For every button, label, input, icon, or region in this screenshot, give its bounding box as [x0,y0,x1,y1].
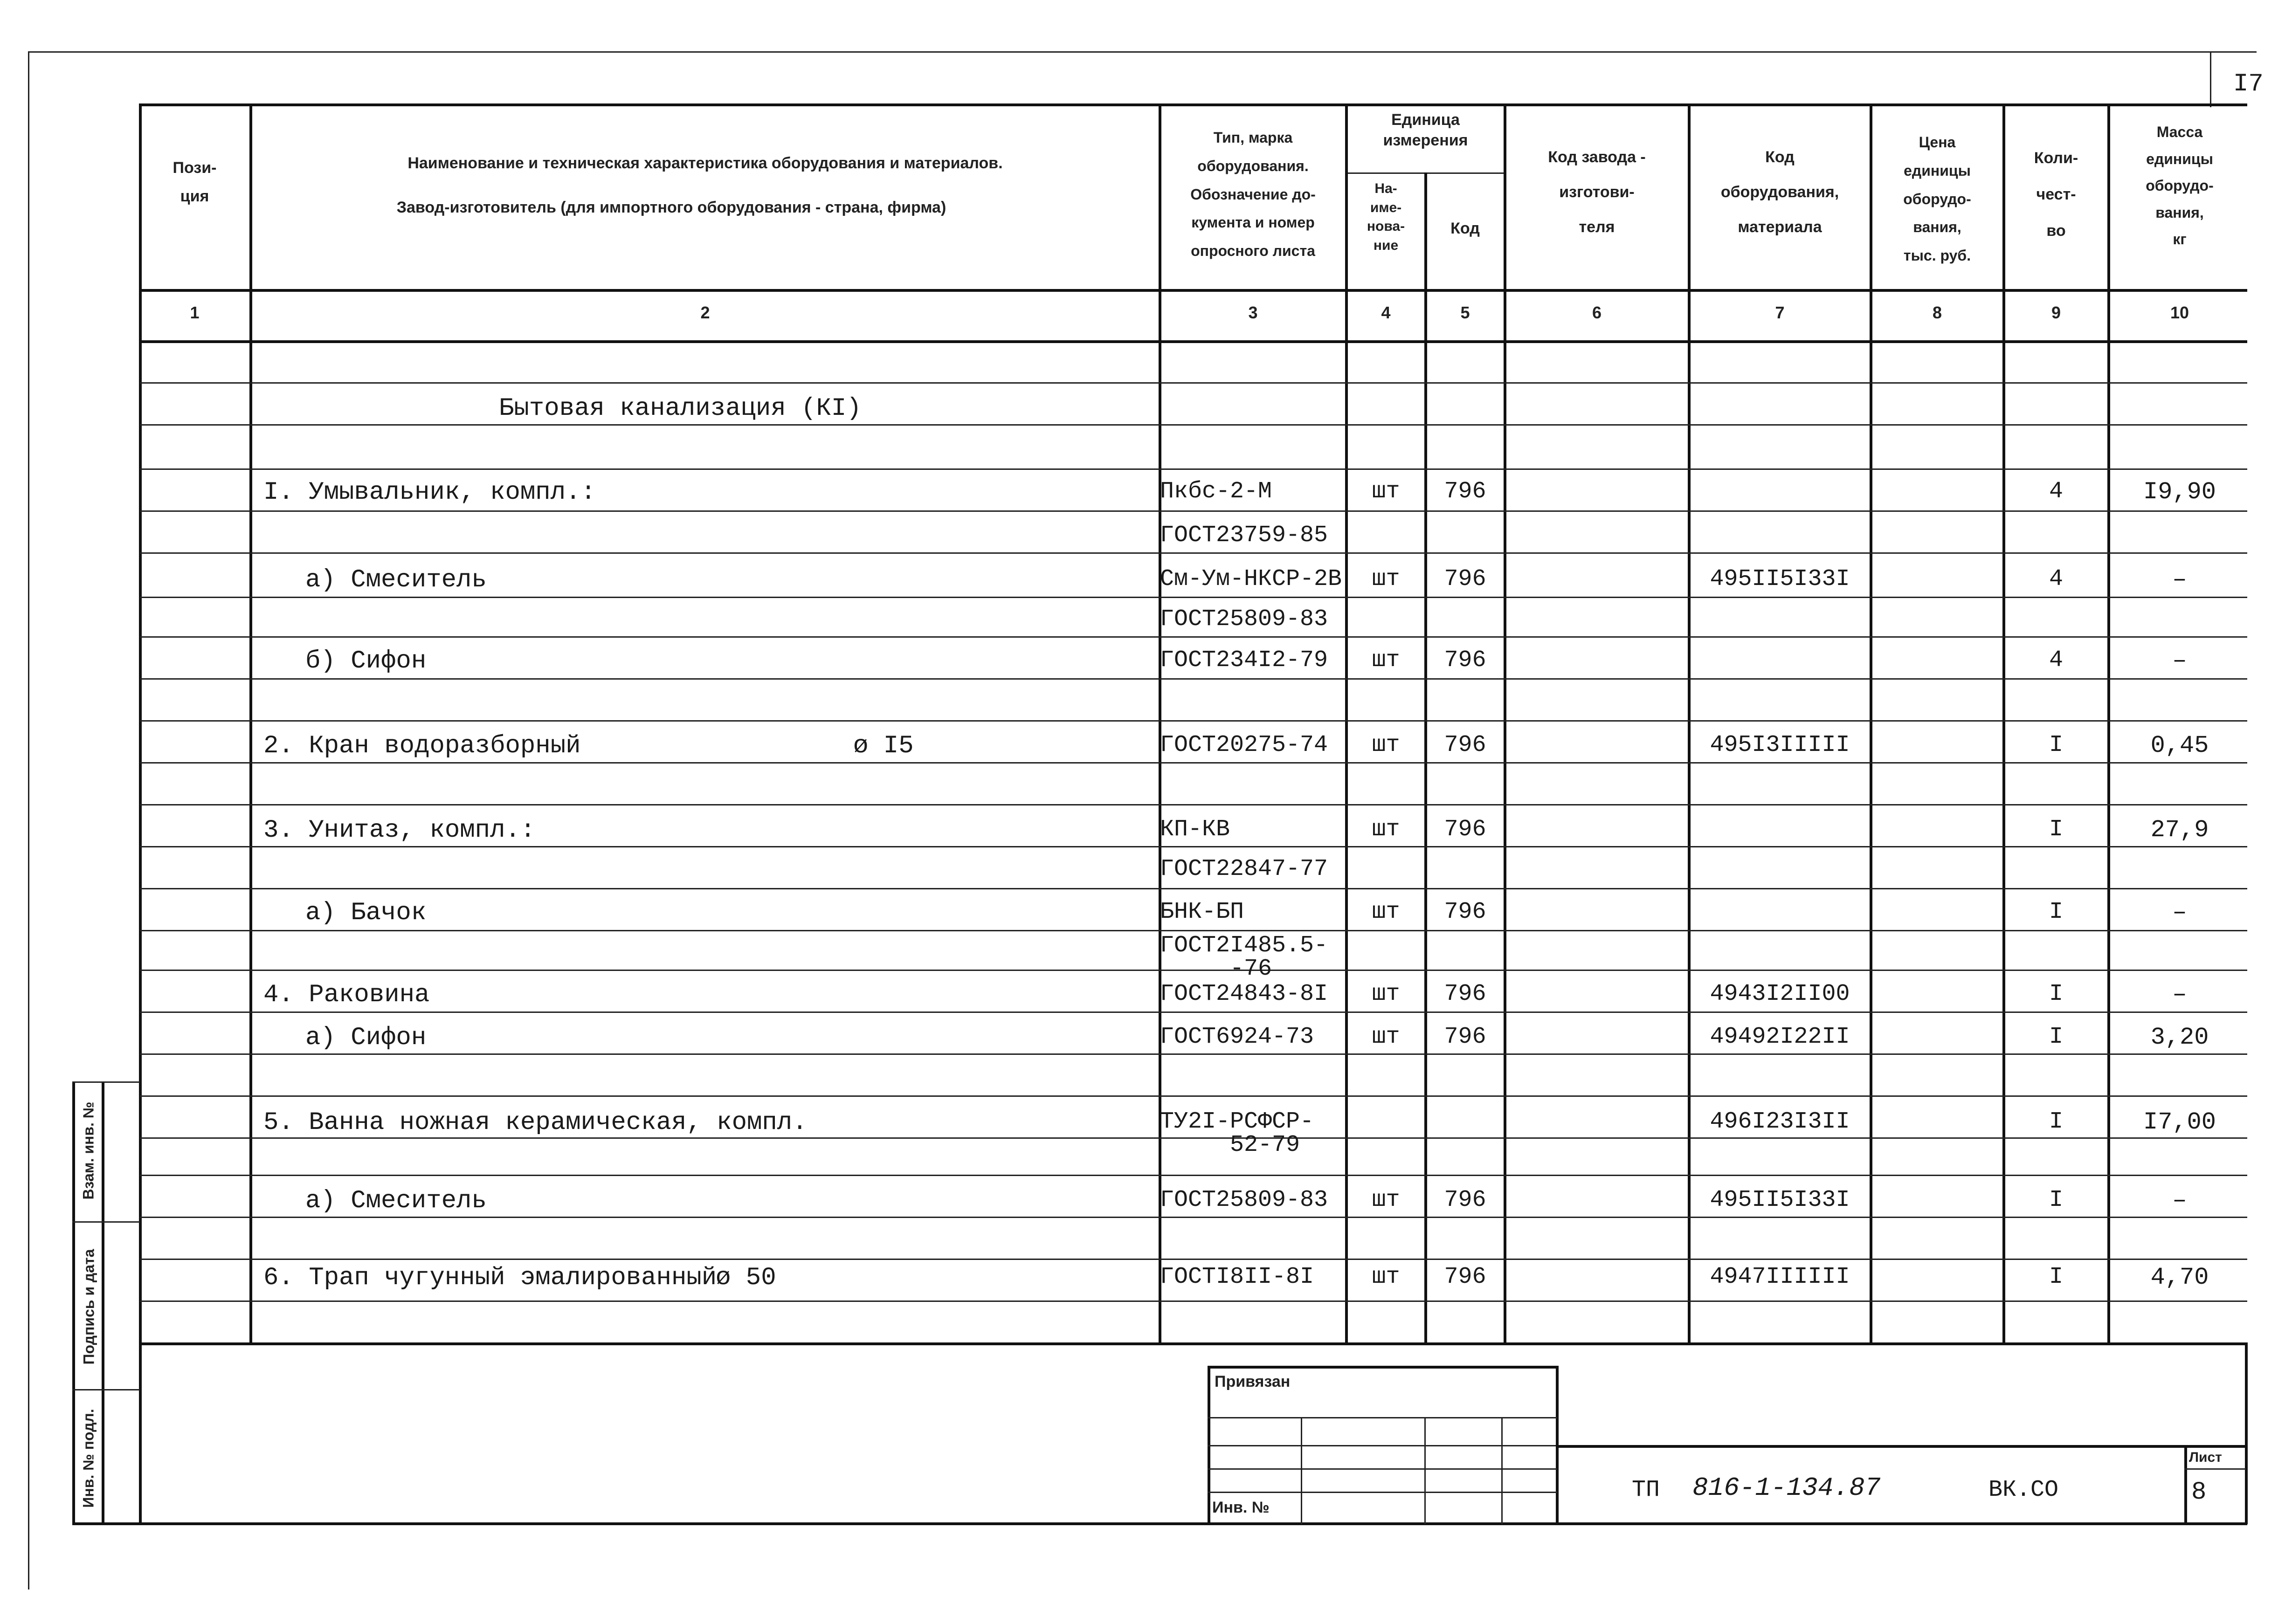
row-separator [140,1053,2247,1055]
row-mass: – [2172,981,2187,1008]
colnum-2: 2 [700,303,710,322]
row-name: 3. Унитаз, компл.: [263,816,536,845]
row-name: а) Смеситель [305,566,487,594]
row-separator [140,762,2247,764]
row-equipment-code: 495II5I33I [1710,566,1850,592]
row-diameter: ø 50 [716,1264,776,1292]
header-quantity: Коли- чест- во [2034,149,2078,240]
row-unit: шт [1372,981,1400,1007]
colnum-6: 6 [1592,303,1602,322]
row-unit: шт [1372,1024,1400,1050]
row-separator [140,804,2247,805]
row-equipment-code: 49492I22II [1710,1024,1850,1050]
title-block-top [1556,1445,2246,1448]
row-unit-code: 796 [1444,478,1486,505]
colnum-9: 9 [2051,303,2061,322]
row-equipment-code: 4947IIIIII [1710,1264,1850,1290]
col-line-3 [1345,103,1348,1343]
sheet-label: Лист [2189,1450,2222,1465]
row-type: ГОСТ2I485.5- [1160,932,1328,959]
side-stamp-div1 [72,1221,140,1223]
colnum-5: 5 [1460,303,1470,322]
stamp-box-v1 [1301,1417,1302,1524]
doc-number: 816-1-134.87 [1692,1473,1881,1503]
row-separator [140,1137,2247,1139]
row-mass: I7,00 [2143,1108,2216,1136]
row-type: ГОСТ20275-74 [1160,732,1328,758]
colnum-4: 4 [1381,303,1391,322]
col-line-8 [2002,103,2005,1343]
row-unit: шт [1372,816,1400,843]
row-quantity: I [2049,816,2063,843]
row-separator [140,970,2247,971]
frame-right-corner [2210,51,2211,107]
stamp-box-v3 [1501,1417,1503,1524]
row-unit: шт [1372,566,1400,592]
row-separator [140,1012,2247,1013]
row-type: ТУ2I-РСФСР- [1160,1108,1314,1135]
stamp-right [2245,1342,2248,1524]
row-separator [140,424,2247,426]
colnum-10: 10 [2170,303,2189,322]
colnum-3: 3 [1248,303,1258,322]
row-separator [140,1095,2247,1097]
header-position: Пози- ция [173,159,217,206]
row-mass: – [2172,647,2187,674]
header-factory-code: Код завода - изготови- теля [1548,148,1646,236]
stamp-box-line3 [1208,1468,1557,1470]
row-separator [140,930,2247,931]
row-unit-code: 796 [1444,981,1486,1007]
row-unit: шт [1372,647,1400,674]
header-type: Тип, марка оборудования. Обозначение до- кумента и номер опросного листа [1190,129,1316,260]
row-separator [140,552,2247,554]
row-equipment-code: 495I3IIIII [1710,732,1850,758]
row-type: ГОСТ25809-83 [1160,1187,1328,1213]
row-name: а) Бачок [305,899,427,927]
row-name: 6. Трап чугунный эмалированный [263,1264,717,1292]
row-separator [140,678,2247,680]
row-quantity: I [2049,1264,2063,1290]
row-quantity: I [2049,732,2063,758]
row-unit-code: 796 [1444,566,1486,592]
table-top [140,103,2247,106]
row-equipment-code: 4943I2II00 [1710,981,1850,1007]
col-line-2 [1159,103,1161,1343]
stamp-box-line2 [1208,1445,1557,1446]
row-type: ГОСТ22847-77 [1160,856,1328,882]
row-separator [140,1217,2247,1218]
sheet-box-mid [2184,1468,2246,1470]
section-title: Бытовая канализация (КI) [499,394,862,423]
header-price: Цена единицы оборудо- вания, тыс. руб. [1903,134,1971,264]
row-quantity: 4 [2049,647,2063,674]
row-name: I. Умывальник, компл.: [263,478,596,507]
row-quantity: I [2049,899,2063,925]
stamp-box-top [1208,1366,1557,1369]
row-type: ГОСТ24843-8I [1160,981,1328,1007]
doc-prefix: ТП [1632,1477,1660,1503]
row-mass: 3,20 [2150,1024,2209,1051]
doc-code: ВК.СО [1988,1477,2059,1503]
row-type: См-Ум-НКСР-2В [1160,566,1342,592]
row-type: ГОСТ234I2-79 [1160,647,1328,674]
row-separator [140,468,2247,470]
stamp-privyazan: Привязан [1215,1373,1291,1390]
row-type: ГОСТ25809-83 [1160,606,1328,633]
row-mass: 4,70 [2150,1264,2209,1291]
table-bottom [140,1342,2247,1345]
row-type-cont: -76 [1230,956,1272,982]
row-separator [140,1301,2247,1302]
row-mass: 0,45 [2150,732,2209,759]
row-unit-code: 796 [1444,899,1486,925]
row-unit-code: 796 [1444,1264,1486,1290]
row-mass: – [2172,1187,2187,1214]
stamp-box-line1 [1208,1417,1557,1418]
header-equipment-code: Код оборудования, материала [1720,148,1839,236]
row-mass: – [2172,899,2187,926]
col-line-5 [1504,103,1506,1343]
row-name: 2. Кран водоразборный [263,732,581,760]
row-diameter: ø I5 [853,732,914,760]
row-type: ГОСТ6924-73 [1160,1024,1314,1050]
row-unit: шт [1372,1264,1400,1290]
row-quantity: I [2049,981,2063,1007]
header-unit-name: На- име- нова- ние [1367,181,1405,253]
row-unit: шт [1372,1187,1400,1213]
row-name: б) Сифон [305,647,427,675]
row-name: а) Смеситель [305,1187,487,1215]
frame-left [28,51,29,1590]
row-quantity: I [2049,1108,2063,1135]
header-name-line2: Завод-изготовитель (для импортного оборудования - страна, фирма) [396,199,946,216]
col-line-9 [2107,103,2110,1343]
row-unit: шт [1372,478,1400,505]
row-unit-code: 796 [1444,1187,1486,1213]
row-unit-code: 796 [1444,816,1486,843]
header-mass: Масса единицы оборудо- вания, кг [2146,124,2214,248]
row-mass: I9,90 [2143,478,2216,506]
row-separator [140,1175,2247,1176]
row-separator [140,510,2247,512]
stamp-bottom [140,1522,2247,1525]
side-label-podpis: Подпись и дата [80,1249,97,1365]
row-separator [140,597,2247,598]
row-name: а) Сифон [305,1024,427,1052]
col-line-6 [1688,103,1691,1343]
row-separator [140,846,2247,847]
stamp-inv-number: Инв. № [1212,1499,1270,1516]
colnum-7: 7 [1775,303,1785,322]
colnum-1: 1 [190,303,200,322]
row-equipment-code: 496I23I3II [1710,1108,1850,1135]
header-unit: Единица измерения [1383,111,1468,150]
row-quantity: I [2049,1024,2063,1050]
row-type: КП-КВ [1160,816,1230,843]
header-unit-code: Код [1450,220,1480,237]
row-equipment-code: 495II5I33I [1710,1187,1850,1213]
stamp-box-v2 [1424,1417,1426,1524]
row-separator [140,1259,2247,1260]
row-unit-code: 796 [1444,1024,1486,1050]
row-type-cont: 52-79 [1230,1132,1300,1158]
row-name: 4. Раковина [263,981,430,1009]
row-name: 5. Ванна ножная керамическая, компл. [263,1108,808,1137]
corner-page-number: I7 [2233,70,2264,98]
row-quantity: 4 [2049,566,2063,592]
row-type: ГОСТI8II-8I [1160,1264,1314,1290]
row-mass: 27,9 [2150,816,2209,844]
colnum-8: 8 [1932,303,1942,322]
side-label-inv-podl: Инв. № подл. [80,1409,97,1508]
frame-top [28,51,2257,53]
stamp-box-line4 [1208,1492,1557,1493]
side-stamp-left [72,1081,75,1524]
row-quantity: I [2049,1187,2063,1213]
side-stamp-mid [102,1081,104,1524]
sheet-number: 8 [2191,1478,2207,1507]
col-line-1 [249,103,252,1343]
row-quantity: 4 [2049,478,2063,505]
row-type: БНК-БП [1160,899,1244,925]
col-line-7 [1870,103,1872,1343]
header-name-line1: Наименование и техническая характеристика оборудования и материалов. [407,154,1003,172]
row-unit: шт [1372,899,1400,925]
row-mass: – [2172,566,2187,593]
row-separator [140,888,2247,889]
row-unit-code: 796 [1444,647,1486,674]
col-line-4 [1424,172,1427,1343]
row-unit: шт [1372,732,1400,758]
side-label-vzam: Взам. инв. № [80,1101,97,1200]
header-bottom [140,289,2247,292]
sheet-box-left [2184,1445,2187,1524]
row-separator [140,636,2247,638]
row-type: Пкбс-2-М [1160,478,1272,505]
colnum-bottom [140,340,2247,343]
row-separator [140,720,2247,722]
row-unit-code: 796 [1444,732,1486,758]
row-type: ГОСТ23759-85 [1160,522,1328,549]
row-separator [140,382,2247,384]
